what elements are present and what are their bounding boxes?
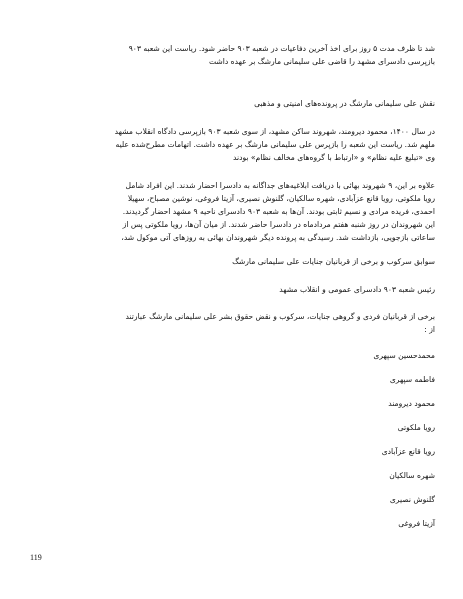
victim-name: محمدحسین سپهری bbox=[373, 351, 435, 360]
victim-name: رویا ملکوتی bbox=[397, 423, 435, 432]
paragraph-bahai-summons bbox=[33, 179, 435, 244]
victim-name: شهره سالکیان bbox=[389, 471, 435, 480]
section-heading-role: نقش علی سلیمانی مارشگ در پرونده‌های امنیتی و مذهبی bbox=[254, 99, 435, 108]
text-line: ملهم شد. ریاست این شعبه را بازپرس علی سلیمانی مارشگ بر عهده داشت. اتهامات مطرح‌شده علیه bbox=[115, 140, 435, 149]
paragraph-summons bbox=[33, 42, 435, 68]
victim-name: رویا قانع عزآبادی bbox=[381, 447, 435, 456]
victim-name: گلنوش نصیری bbox=[389, 495, 435, 504]
section-heading-record: سوابق سرکوب و برخی از قربانیان جنایات علی سلیمانی مارشگ bbox=[232, 257, 435, 266]
paragraph-dirumand-case bbox=[33, 125, 435, 164]
text-line: علاوه بر این، ۹ شهروند بهائی با دریافت ابلاغیه‌های جداگانه به دادسرا احضار شدند. این افراد شامل bbox=[125, 181, 435, 190]
section-heading-branch: رئیس شعبه ۹۰۳ دادسرای عمومی و انقلاب مشهد bbox=[279, 285, 435, 294]
page-number: 119 bbox=[30, 553, 42, 562]
text-line: از : bbox=[424, 325, 435, 334]
text-line: وی «تبلیغ علیه نظام» و «ارتباط با گروه‌های مخالف نظام» بودند bbox=[232, 153, 435, 162]
text-line: این شهروندان در روز شنبه هفتم مردادماه در دادسرا حاضر شدند. از میان آن‌ها، رویا ملکوتی پس از bbox=[122, 220, 435, 229]
victim-name: آزیتا فروغی bbox=[398, 519, 435, 528]
text-line: بازپرسی دادسرای مشهد را قاضی علی سلیمانی مارشگ بر عهده داشت bbox=[208, 57, 435, 66]
victim-name: محمود دیرومند bbox=[388, 399, 435, 408]
text-line: در سال ۱۴۰۰، محمود دیرومند، شهروند ساکن مشهد، از سوی شعبه ۹۰۳ بازپرسی دادگاه انقلاب مشهد bbox=[114, 127, 435, 136]
text-line: رویا ملکوتی، رویا قانع عزآبادی، شهره سالکیان، گلنوش نصیری، آزیتا فروغی، نوشین مصباح، سهیلا bbox=[127, 194, 435, 203]
text-line: برخی از قربانیان فردی و گروهی جنایات، سرکوب و نقض حقوق بشر علی سلیمانی مارشگ عبارتند bbox=[125, 312, 435, 321]
text-line: شد تا ظرف مدت ۵ روز برای اخذ آخرین دفاعیات در شعبه ۹۰۳ حاضر شود. ریاست این شعبه ۹۰۳ bbox=[128, 44, 435, 53]
victim-name: فاطمه سپهری bbox=[389, 375, 435, 384]
text-line: احمدی، فریده مرادی و نسیم ثابتی بودند. آن‌ها به شعبه ۹۰۳ دادسرای ناحیه ۹ مشهد احضار گردیدند. bbox=[122, 207, 435, 216]
text-line: ساعاتی بازجویی، بازداشت شد. رسیدگی به پرونده دیگر شهروندان بهائی به روزهای آتی موکول شد، bbox=[121, 233, 435, 242]
paragraph-victims-intro bbox=[33, 310, 435, 336]
